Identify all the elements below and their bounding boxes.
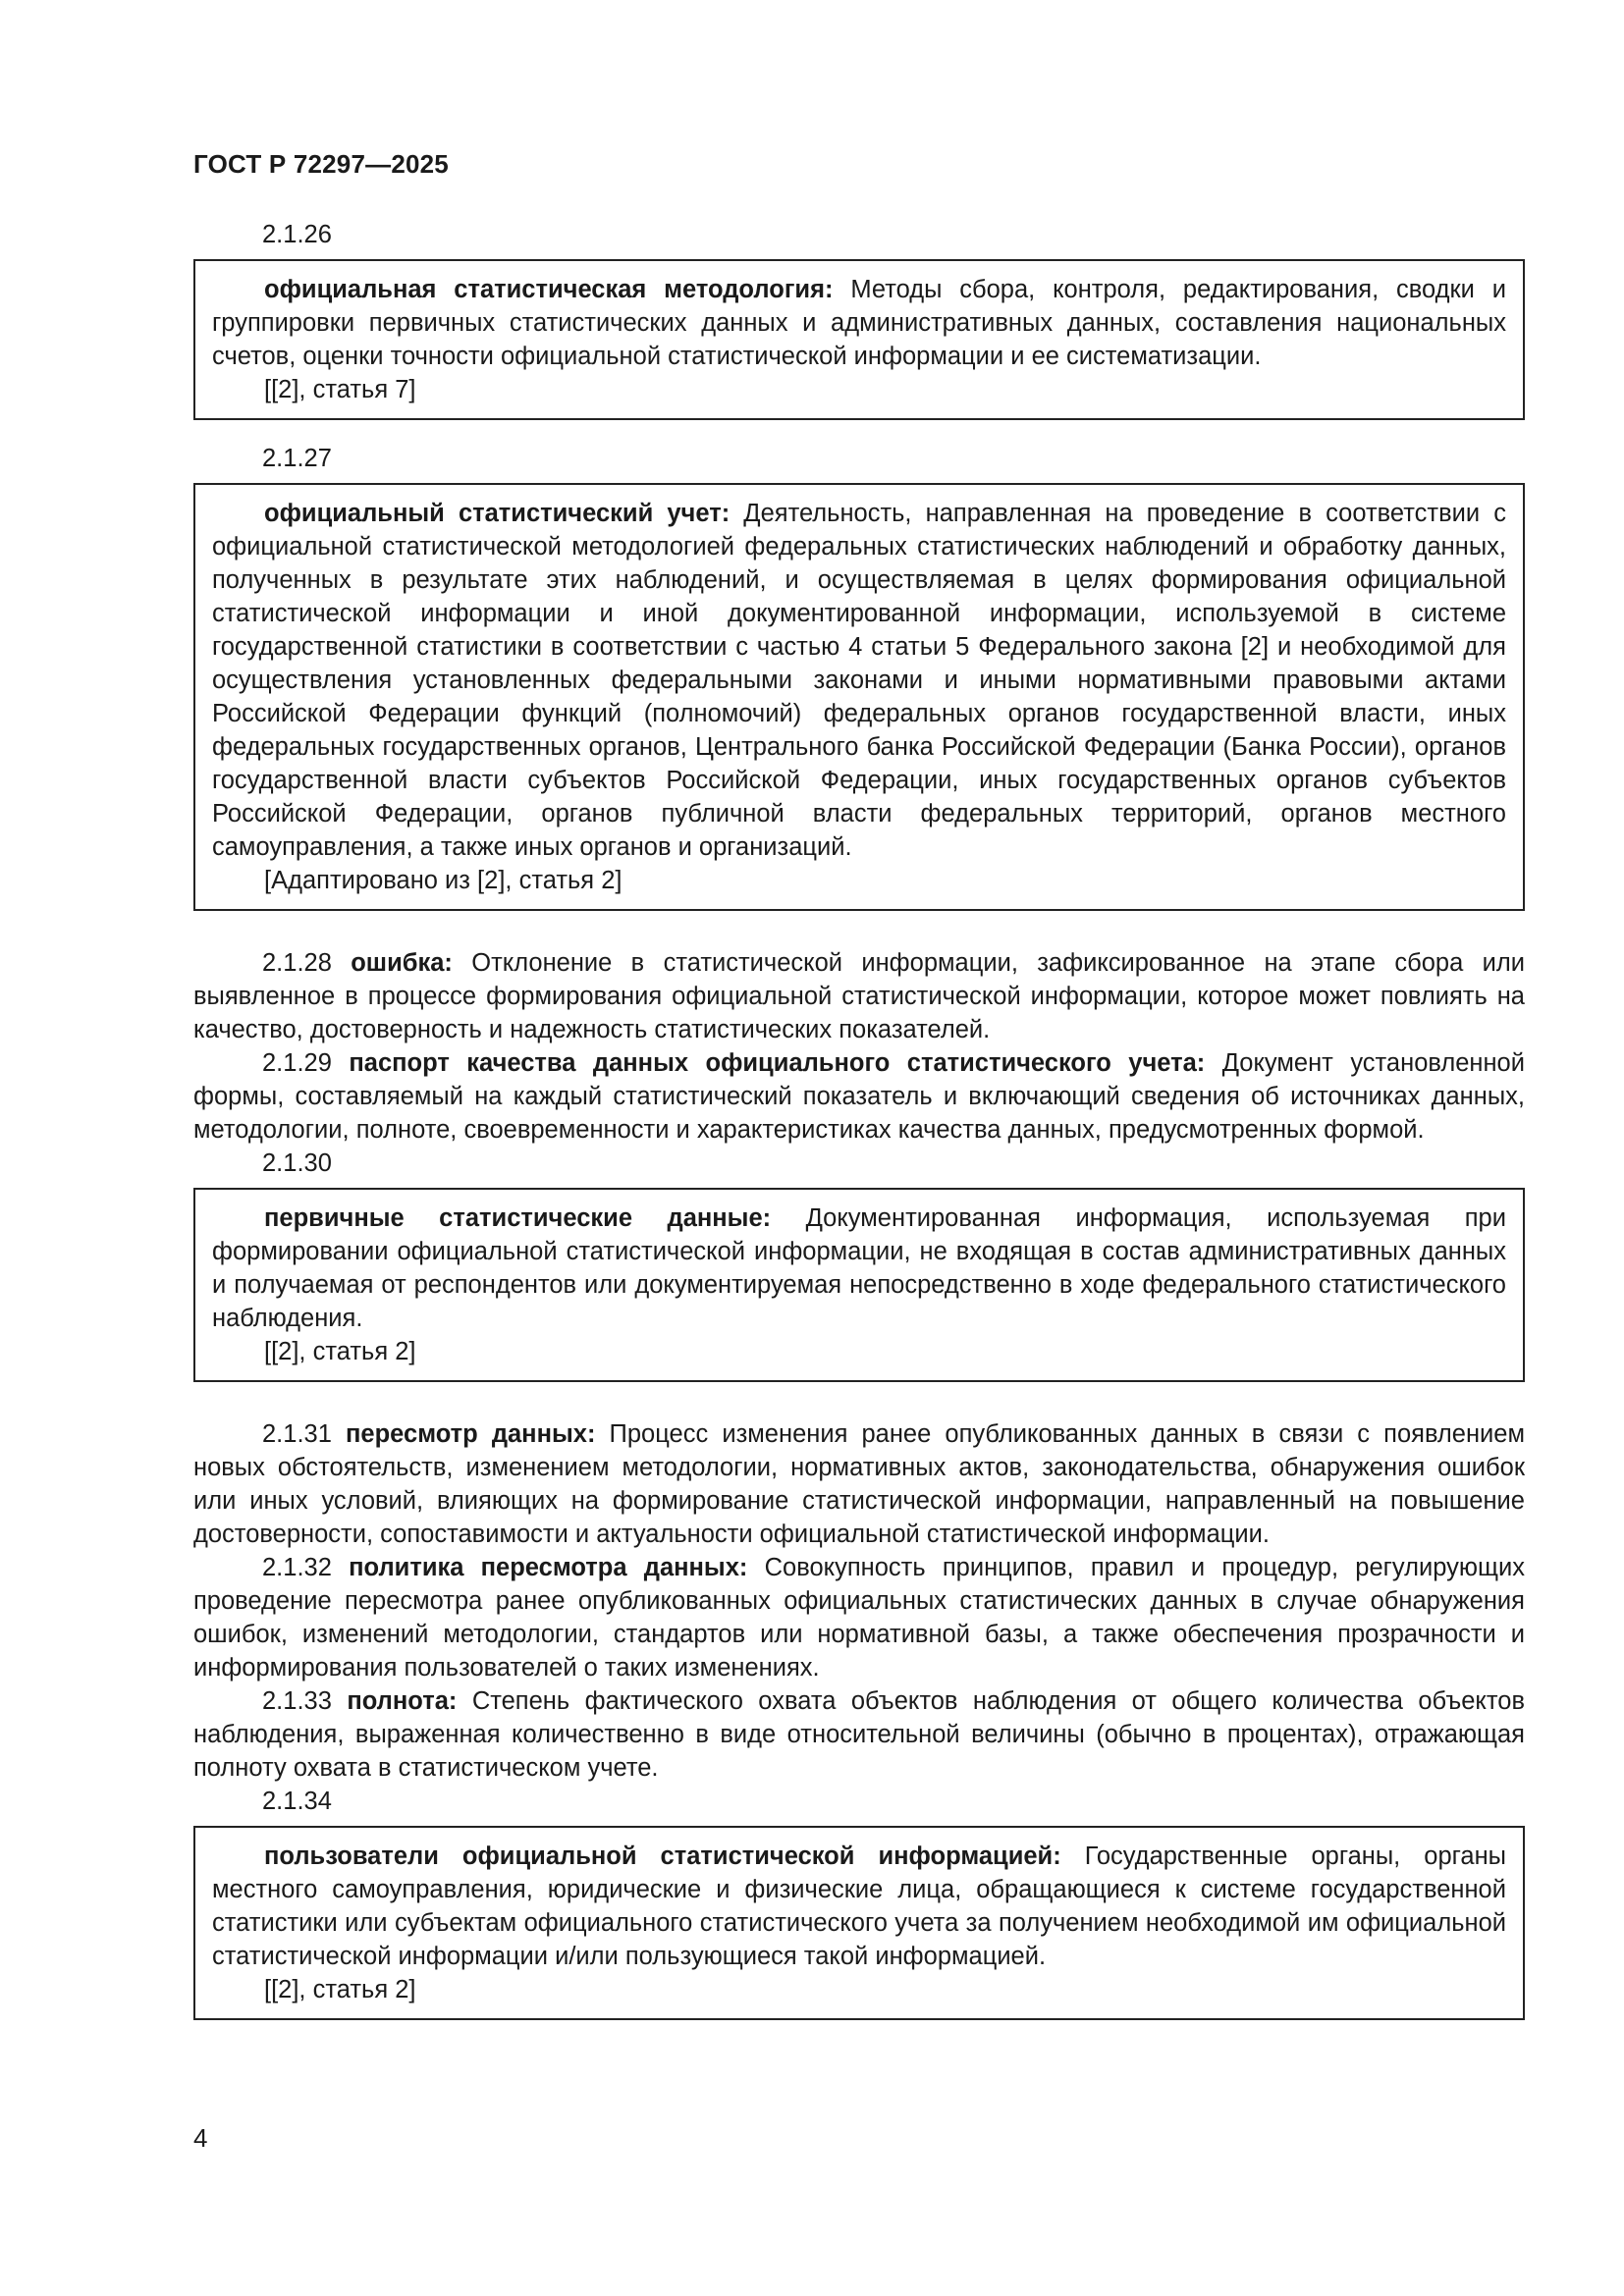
term-text: Документ установленной формы, составляемый на каждый статистический показатель и включающий сведения об источниках данных, методологии, полноте, своевременности и характеристиках качества данных, предусмотренных формой. [193, 1049, 1525, 1144]
term-definition [212, 1201, 1506, 1335]
entry-number: 2.1.30 [262, 1149, 332, 1177]
entry-number: 2.1.32 [262, 1554, 350, 1581]
term-name: пересмотр данных: [346, 1420, 596, 1448]
document-body [193, 218, 1525, 2020]
term-name: полнота: [347, 1687, 458, 1715]
entry-number: 2.1.31 [262, 1420, 346, 1448]
term-definition [212, 497, 1506, 864]
term-paragraph [193, 1684, 1525, 1785]
term-name: пользователи официальной статистической информацией: [264, 1842, 1061, 1870]
term-name: официальная статистическая методология: [264, 276, 834, 303]
term-paragraph [193, 1551, 1525, 1684]
entry-number: 2.1.33 [262, 1687, 348, 1715]
term-name: политика пересмотра данных: [349, 1554, 748, 1581]
term-text: Государственные органы, органы местного самоуправления, юридические и физические лица, обращающиеся к системе государственной статистики или субъектам официального статистического учета за получением необходимой им официальной статистической информации и/или пользующиеся такой информацией. [212, 1842, 1506, 1970]
term-box [193, 1826, 1525, 2020]
term-text: Процесс изменения ранее опубликованных данных в связи с появлением новых обстоятельств, изменением методологии, нормативных актов, законодательства, обнаружения ошибок или иных условий, влияющих на формирование статистической информации, направленный на повышение достоверности, сопоставимости и актуальности официальной статистической информации. [193, 1420, 1526, 1548]
term-text: Документированная информация, используемая при формировании официальной статистической информации, не входящая в состав административных данных и получаемая от респондентов или документируемая непосредственно в ходе федерального статистического наблюдения. [212, 1204, 1506, 1332]
term-box [193, 259, 1525, 420]
term-name: первичные статистические данные: [264, 1204, 772, 1232]
term-source: [[2], статья 2] [264, 1338, 416, 1365]
term-source: [[2], статья 7] [264, 376, 416, 403]
term-definition [212, 1840, 1506, 1973]
document-code-header: ГОСТ Р 72297—2025 [193, 149, 449, 179]
term-text: Методы сбора, контроля, редактирования, сводки и группировки первичных статистических данных и административных данных, составления национальных счетов, оценки точности официальной статистической информации и ее систематизации. [212, 276, 1506, 370]
term-name: паспорт качества данных официального статистического учета: [349, 1049, 1206, 1077]
entry-number: 2.1.34 [262, 1788, 332, 1815]
term-source: [[2], статья 2] [264, 1976, 416, 2003]
term-text: Отклонение в статистической информации, зафиксированное на этапе сбора или выявленное в процессе формирования официальной статистической информации, которое может повлиять на качество, достоверность и надежность статистических показателей. [193, 949, 1525, 1043]
entry-number: 2.1.29 [262, 1049, 350, 1077]
entry-number: 2.1.26 [262, 221, 332, 248]
term-text: Совокупность принципов, правил и процедур, регулирующих проведение пересмотра ранее опубликованных официальных статистических данных в случае обнаружения ошибок, изменений методологии, стандартов или нормативной базы, а также обеспечения прозрачности и информирования пользователей о таких изменениях. [193, 1554, 1525, 1682]
term-box [193, 1188, 1525, 1382]
term-paragraph [193, 1046, 1525, 1147]
term-paragraph [193, 946, 1525, 1046]
page-number: 4 [193, 2123, 208, 2153]
term-source: [Адаптировано из [2], статья 2] [264, 867, 623, 894]
term-name: официальный статистический учет: [264, 500, 731, 527]
term-name: ошибка: [351, 949, 453, 977]
term-definition [212, 273, 1506, 373]
entry-number: 2.1.28 [262, 949, 352, 977]
term-box [193, 483, 1525, 911]
term-text: Деятельность, направленная на проведение в соответствии с официальной статистической методологией федеральных статистических наблюдений и обработку данных, полученных в результате этих наблюдений, и осуществляемая в целях формирования официальной статистической информации и иной документированной информации, используемой в системе государственной статистики в соответствии с частью 4 статьи 5 Федерального закона [2] и необходимой для осуществления установленных федеральными законами и иными нормативными правовыми актами Российской Федерации функций (полномочий) федеральных органов государственной власти, иных федеральных государственных органов, Центрального банка Российской Федерации (Банка России), органов государственной власти субъектов Российской Федерации, иных государственных органов субъектов Российской Федерации, органов публичной власти федеральных территорий, органов местного самоуправления, а также иных органов и организаций. [212, 500, 1506, 861]
term-paragraph [193, 1417, 1525, 1551]
term-text: Степень фактического охвата объектов наблюдения от общего количества объектов наблюдения, выраженная количественно в виде относительной величины (обычно в процентах), отражающая полноту охвата в статистическом учете. [193, 1687, 1525, 1782]
entry-number: 2.1.27 [262, 445, 332, 472]
